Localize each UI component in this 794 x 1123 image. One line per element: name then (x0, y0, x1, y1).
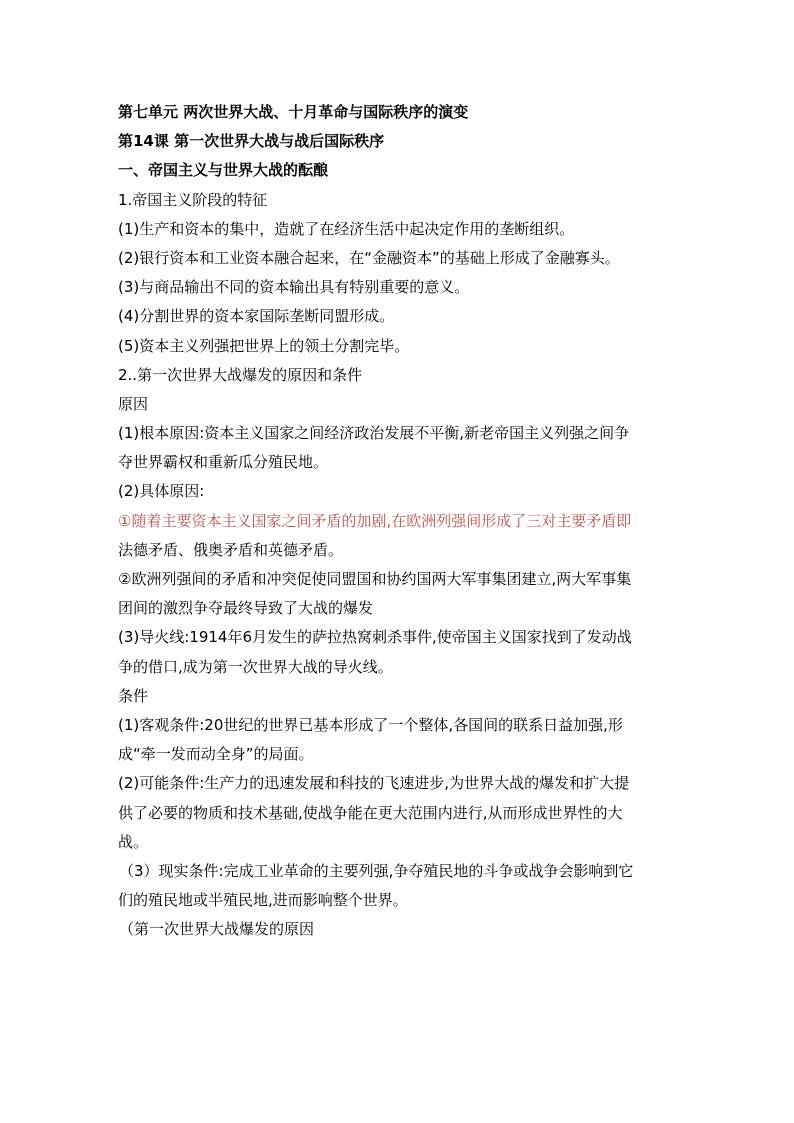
paragraph-line: (1)根本原因:资本主义国家之间经济政治发展不平衡,新老帝国主义列强之间争 (118, 424, 630, 443)
unit-title: 第七单元 两次世界大战、十月革命与国际秩序的演变 (118, 103, 469, 121)
paragraph-line: (1)生产和资本的集中，造就了在经济生活中起决定作用的垄断组织。 (118, 219, 575, 238)
paragraph-line: 成“牵一发而动全身”的局面。 (118, 745, 314, 764)
paragraph-line: 夺世界霸权和重新瓜分殖民地。 (118, 453, 329, 472)
paragraph-line: 供了必要的物质和技术基础,使战争能在更大范围内进行,从而形成世界性的大 (118, 803, 623, 822)
paragraph-line: 原因 (118, 394, 149, 413)
paragraph-line: 条件 (118, 686, 149, 705)
paragraph-line: 战。 (118, 832, 149, 851)
paragraph-line: 1.帝国主义阶段的特征 (118, 190, 268, 209)
paragraph-line: (5)资本主义列强把世界上的领土分割完毕。 (118, 336, 410, 355)
document-body (118, 98, 688, 944)
paragraph-line: （第一次世界大战爆发的原因 (119, 920, 315, 939)
paragraph-line: (2)可能条件:生产力的迅速发展和科技的飞速进步,为世界大战的爆发和扩大提 (118, 774, 630, 793)
paragraph-line: (4)分割世界的资本家国际垄断同盟形成。 (118, 307, 395, 326)
paragraph-line: 们的殖民地或半殖民地,进而影响整个世界。 (118, 891, 408, 910)
paragraph-line: (2)银行资本和工业资本融合起来，在“金融资本”的基础上形成了金融寡头。 (118, 248, 620, 267)
paragraph-line: 法德矛盾、俄奥矛盾和英德矛盾。 (118, 540, 344, 559)
section-title: 一、帝国主义与世界大战的酝酿 (118, 161, 329, 180)
paragraph-line: (2)具体原因: (118, 482, 205, 501)
paragraph-line: (1)客观条件:20世纪的世界已基本形成了一个整体,各国间的联系日益加强,形 (118, 715, 623, 734)
paragraph-line: (3)与商品输出不同的资本输出具有特别重要的意义。 (118, 278, 470, 297)
paragraph-line: 争的借口,成为第一次世界大战的导火线。 (118, 657, 393, 676)
paragraph-line: 2..第一次世界大战爆发的原因和条件 (118, 365, 363, 384)
paragraph-line: (3)导火线:1914年6月发生的萨拉热窝刺杀事件,使帝国主义国家找到了发动战 (118, 628, 632, 647)
paragraph-line: （3）现实条件:完成工业革命的主要列强,争夺殖民地的斗争或战争会影响到它 (119, 861, 634, 880)
lesson-title: 第14课 第一次世界大战与战后国际秩序 (118, 132, 385, 151)
highlighted-line: ①随着主要资本主义国家之间矛盾的加剧,在欧洲列强间形成了三对主要矛盾即 (118, 511, 632, 530)
paragraph-line: ②欧洲列强间的矛盾和冲突促使同盟国和协约国两大军事集团建立,两大军事集 (118, 570, 632, 588)
paragraph-line: 团间的激烈争夺最终导致了大战的爆发 (118, 599, 374, 618)
